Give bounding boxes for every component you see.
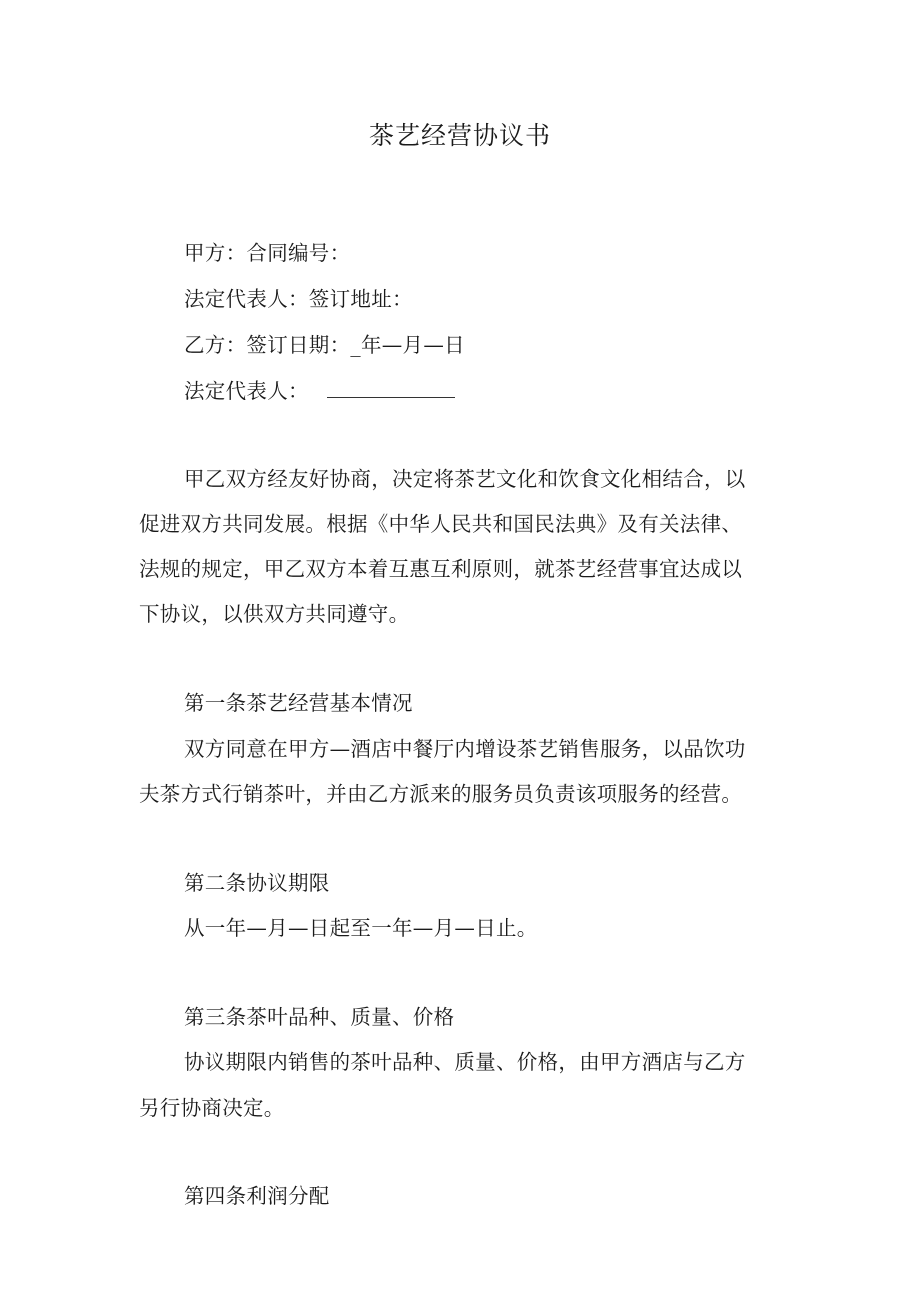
preamble-line-4: 下协议，以供双方共同遵守。 [139, 602, 410, 626]
preamble-line-3: 法规的规定，甲乙双方本着互惠互利原则，就茶艺经营事宜达成以 [139, 557, 743, 581]
article-2-heading: 第二条协议期限 [184, 871, 330, 895]
preamble-line-1: 甲乙双方经友好协商，决定将茶艺文化和饮食文化相结合，以 [184, 467, 746, 491]
signature-blank-line [327, 383, 455, 398]
party-b-date-field: 乙方：签订日期：_年—月—日 [184, 333, 465, 357]
preamble-line-2: 促进双方共同发展。根据《中华人民共和国民法典》及有关法律、 [139, 512, 743, 536]
article-2-line-1: 从一年—月—日起至一年—月—日止。 [184, 916, 538, 940]
legal-rep-address-field: 法定代表人：签订地址： [184, 287, 413, 311]
legal-rep-field [184, 374, 455, 404]
article-3-heading: 第三条茶叶品种、质量、价格 [184, 1005, 455, 1029]
document-title: 茶艺经营协议书 [368, 121, 551, 150]
article-1-line-2: 夫茶方式行销茶叶，并由乙方派来的服务员负责该项服务的经营。 [139, 782, 743, 806]
legal-rep-label: 法定代表人： [184, 379, 309, 403]
party-a-field: 甲方：合同编号： [184, 241, 351, 265]
article-1-line-1: 双方同意在甲方—酒店中餐厅内增设茶艺销售服务，以品饮功 [184, 737, 746, 761]
article-3-line-2: 另行协商决定。 [139, 1096, 285, 1120]
article-4-heading: 第四条利润分配 [184, 1184, 330, 1208]
article-1-heading: 第一条茶艺经营基本情况 [184, 691, 413, 715]
article-3-line-1: 协议期限内销售的茶叶品种、质量、价格，由甲方酒店与乙方 [184, 1050, 746, 1074]
